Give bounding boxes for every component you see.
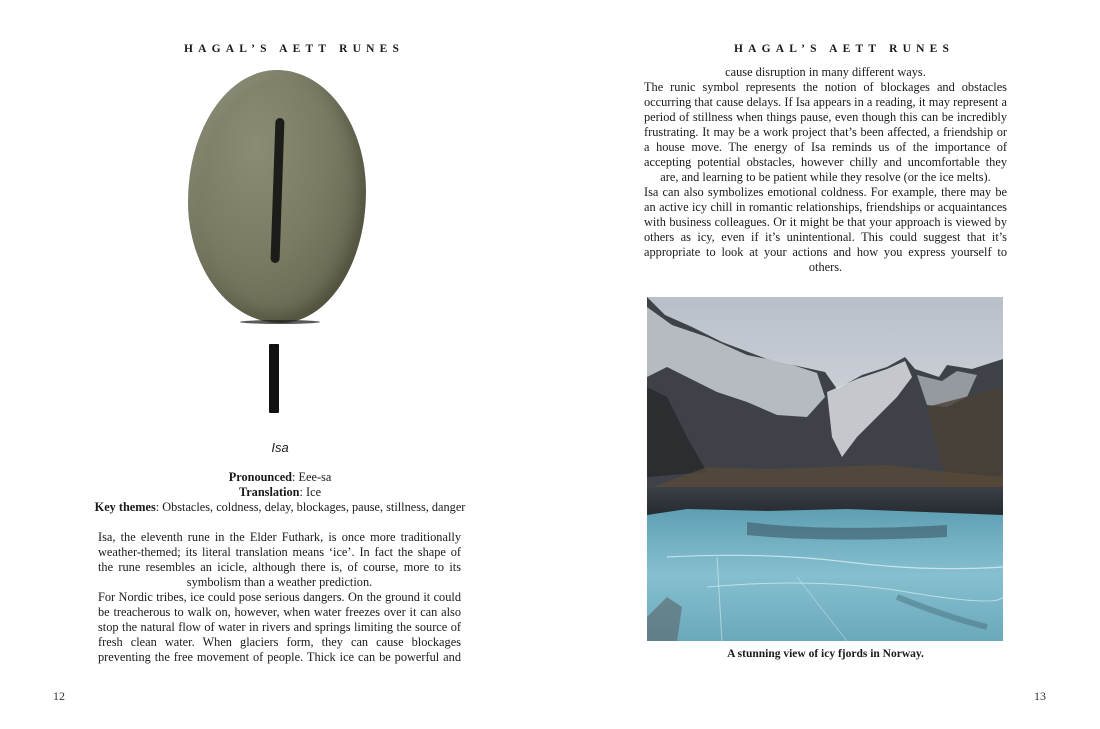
translation-value: : Ice [299,485,322,499]
translation-label: Translation [238,485,300,499]
running-head: HAGAL’S AETT RUNES [734,43,955,55]
paragraph: Isa, the eleventh rune in the Elder Futhark, is once more traditionally weather-themed; its literal translation means ‘ice’. In fact the shape of the rune resembles an icicle, although there is, of course, more to its symbolism than a weather prediction. [98,530,461,589]
rune-name: Isa [271,440,289,455]
pronounced-value: : Eee-sa [292,470,332,484]
rune-stone-image [180,66,380,331]
page-number: 13 [1034,689,1046,703]
translation-line [90,485,470,500]
rune-facts [90,470,470,515]
running-head: HAGAL’S AETT RUNES [184,43,405,55]
fjord-landscape-image [647,297,1003,641]
isa-rune-icon [269,344,279,413]
body-text [98,530,461,665]
key-themes-line [90,500,470,515]
page-number: 12 [53,689,65,703]
pronounced-label: Pronounced [228,470,293,484]
photo-caption: A stunning view of icy fjords in Norway. [727,648,924,660]
key-themes-label: Key themes [94,500,156,514]
pronounced-line [90,470,470,485]
fjord-photo [647,297,1003,641]
paragraph: cause disruption in many different ways. [725,65,926,79]
paragraph: Isa can also symbolizes emotional coldness. For example, there may be an active icy chill in romantic relationships, friendships or acquaintances with business colleagues. Or it might be that your approach is viewed by others as icy, even if it’s unintentional. This could suggest that it’s appropriate to look at your actions and how you express yourself to others. [644,185,1007,274]
stone-shadow [240,320,320,324]
key-themes-value: : Obstacles, coldness, delay, blockages, pause, stillness, danger [155,500,466,514]
paragraph: For Nordic tribes, ice could pose serious dangers. On the ground it could be treacherous to walk on, however, when water freezes over it can also stop the natural flow of water in rivers and springs limiting the source of fresh clean water. When glaciers form, they can cause blockages preventing the free movement of people. Thick ice can be powerful and [98,590,461,664]
paragraph: The runic symbol represents the notion of blockages and obstacles occurring that cause delays. If Isa appears in a reading, it may represent a period of stillness when things pause, even though this can be incredibly frustrating. It may be a work project that’s been affected, a friendship or a house move. The energy of Isa reminds us of the importance of accepting potential obstacles, however chilly and uncomfortable they are, and learning to be patient while they resolve (or the ice melts). [644,80,1007,184]
right-page [550,0,1100,729]
body-text [644,65,1007,275]
